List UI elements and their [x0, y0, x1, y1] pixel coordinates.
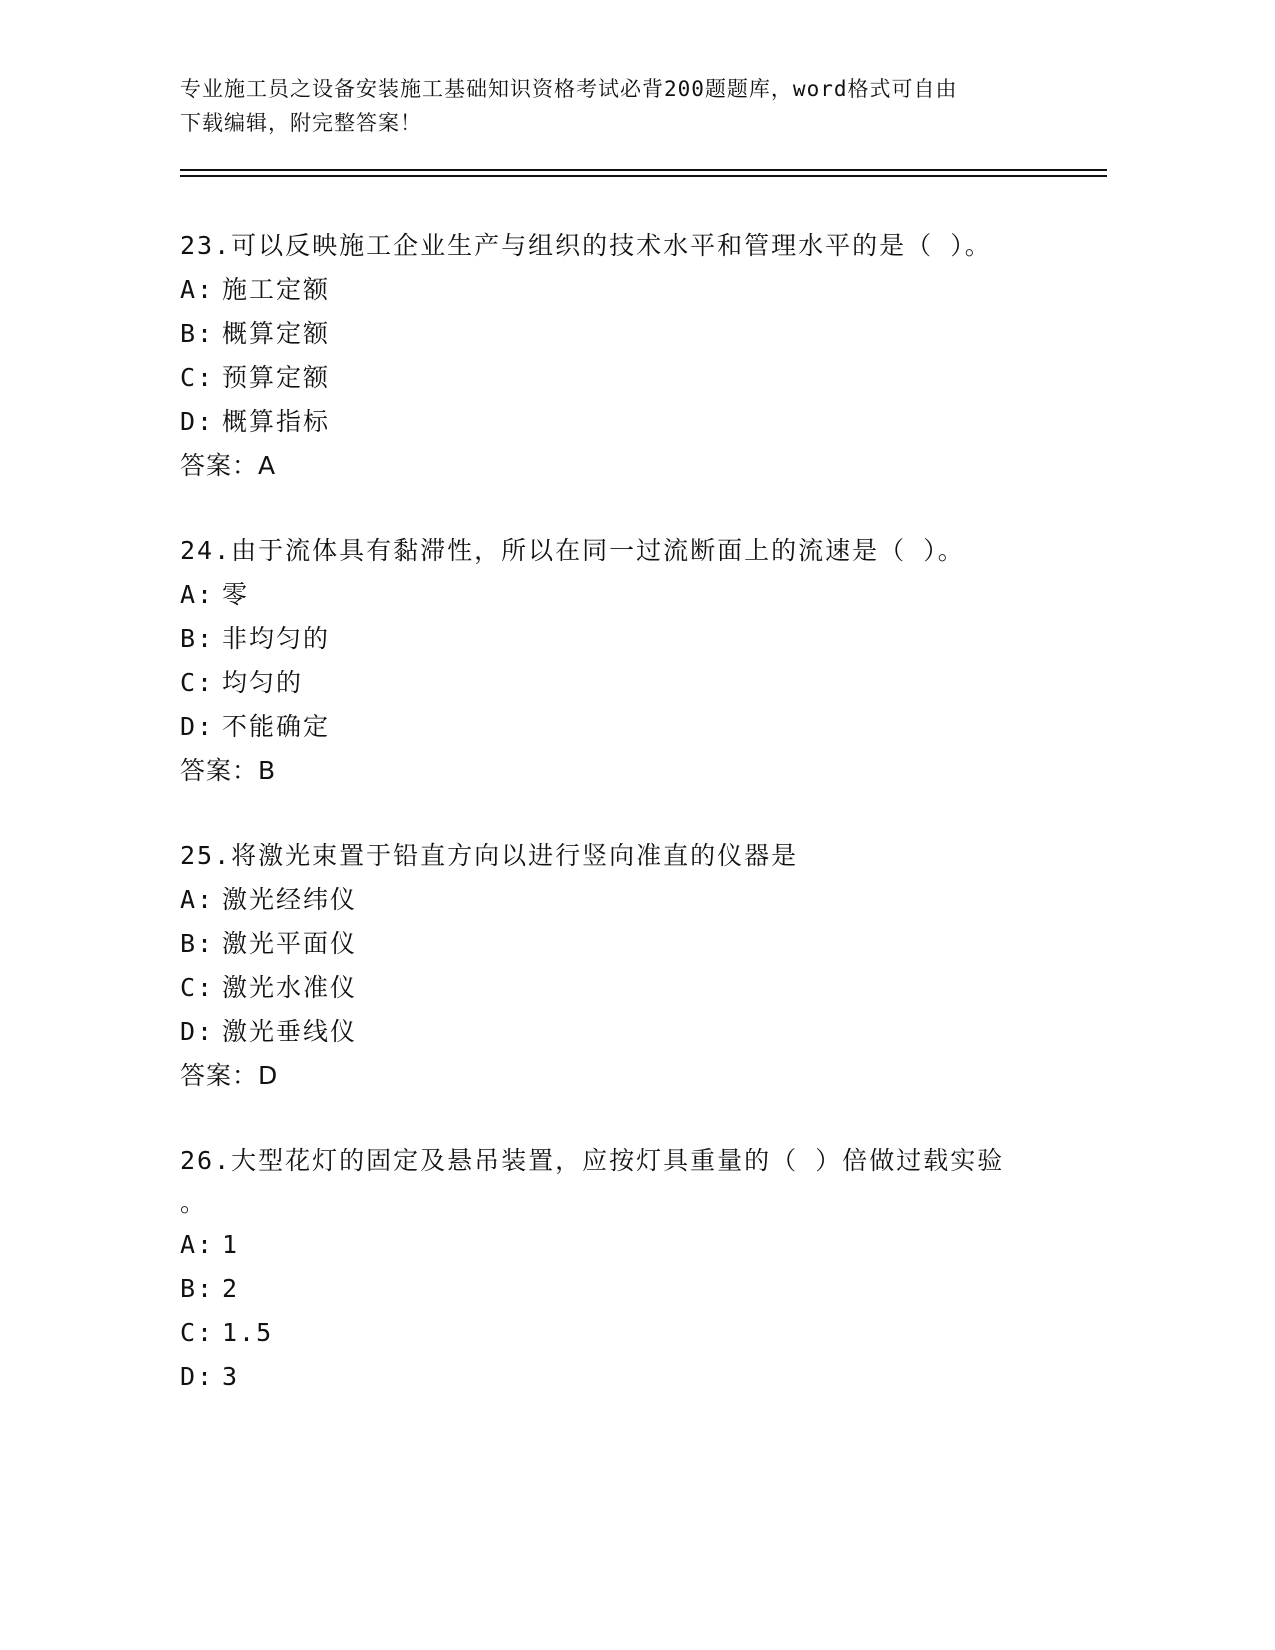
option-c: [180, 356, 1080, 400]
option-a: [180, 878, 1080, 922]
header-divider-top: [180, 169, 1107, 171]
option-c: [180, 1311, 1080, 1355]
option-a: [180, 573, 1080, 617]
option-text: 施工定额: [222, 275, 331, 304]
question-stem: 23.可以反映施工企业生产与组织的技术水平和管理水平的是（ ）。: [180, 231, 992, 260]
option-b: [180, 1267, 1080, 1311]
answer-line: 答案：D: [180, 1061, 279, 1090]
document-intro: [180, 72, 1060, 140]
intro-line-2: 下载编辑，附完整答案！: [180, 111, 422, 135]
option-a: [180, 1223, 1080, 1267]
option-text: 激光垂线仪: [222, 1017, 358, 1046]
question-24: [180, 529, 1080, 793]
option-text: 不能确定: [222, 712, 331, 741]
option-letter: B:: [180, 929, 215, 958]
option-text: 2: [222, 1274, 240, 1303]
option-letter: A:: [180, 275, 215, 304]
option-b: [180, 312, 1080, 356]
option-text: 激光经纬仪: [222, 885, 358, 914]
option-text: 1: [222, 1230, 240, 1259]
option-letter: D:: [180, 712, 215, 741]
option-b: [180, 617, 1080, 661]
option-letter: D:: [180, 407, 215, 436]
option-d: [180, 400, 1080, 444]
header-divider-bottom: [180, 175, 1107, 177]
question-23: [180, 224, 1080, 488]
option-letter: A:: [180, 1230, 215, 1259]
option-d: [180, 1010, 1080, 1054]
question-stem-continuation: 。: [180, 1188, 206, 1217]
question-25: [180, 834, 1080, 1098]
option-text: 概算定额: [222, 319, 331, 348]
option-d: [180, 1355, 1080, 1399]
option-letter: A:: [180, 885, 215, 914]
option-c: [180, 966, 1080, 1010]
option-letter: B:: [180, 624, 215, 653]
option-text: 零: [222, 580, 250, 609]
option-d: [180, 705, 1080, 749]
option-text: 非均匀的: [222, 624, 331, 653]
option-letter: C:: [180, 973, 215, 1002]
option-letter: D:: [180, 1017, 215, 1046]
question-stem: 25.将激光束置于铅直方向以进行竖向准直的仪器是: [180, 841, 799, 870]
intro-line-1: 专业施工员之设备安装施工基础知识资格考试必背200题题库，word格式可自由: [180, 77, 958, 101]
option-text: 均匀的: [222, 668, 304, 697]
option-letter: B:: [180, 1274, 215, 1303]
answer-line: 答案：B: [180, 756, 277, 785]
option-text: 1.5: [222, 1318, 274, 1347]
option-b: [180, 922, 1080, 966]
option-text: 预算定额: [222, 363, 331, 392]
option-a: [180, 268, 1080, 312]
option-text: 激光平面仪: [222, 929, 358, 958]
option-text: 3: [222, 1362, 240, 1391]
option-letter: C:: [180, 363, 215, 392]
question-stem: 26.大型花灯的固定及悬吊装置，应按灯具重量的（ ）倍做过载实验: [180, 1146, 1005, 1175]
option-text: 激光水准仪: [222, 973, 358, 1002]
option-letter: D:: [180, 1362, 215, 1391]
option-letter: B:: [180, 319, 215, 348]
option-letter: C:: [180, 1318, 215, 1347]
option-letter: A:: [180, 580, 215, 609]
question-26: [180, 1139, 1080, 1399]
option-text: 概算指标: [222, 407, 331, 436]
question-stem: 24.由于流体具有黏滞性，所以在同一过流断面上的流速是（ ）。: [180, 536, 965, 565]
option-letter: C:: [180, 668, 215, 697]
answer-line: 答案：A: [180, 451, 277, 480]
option-c: [180, 661, 1080, 705]
